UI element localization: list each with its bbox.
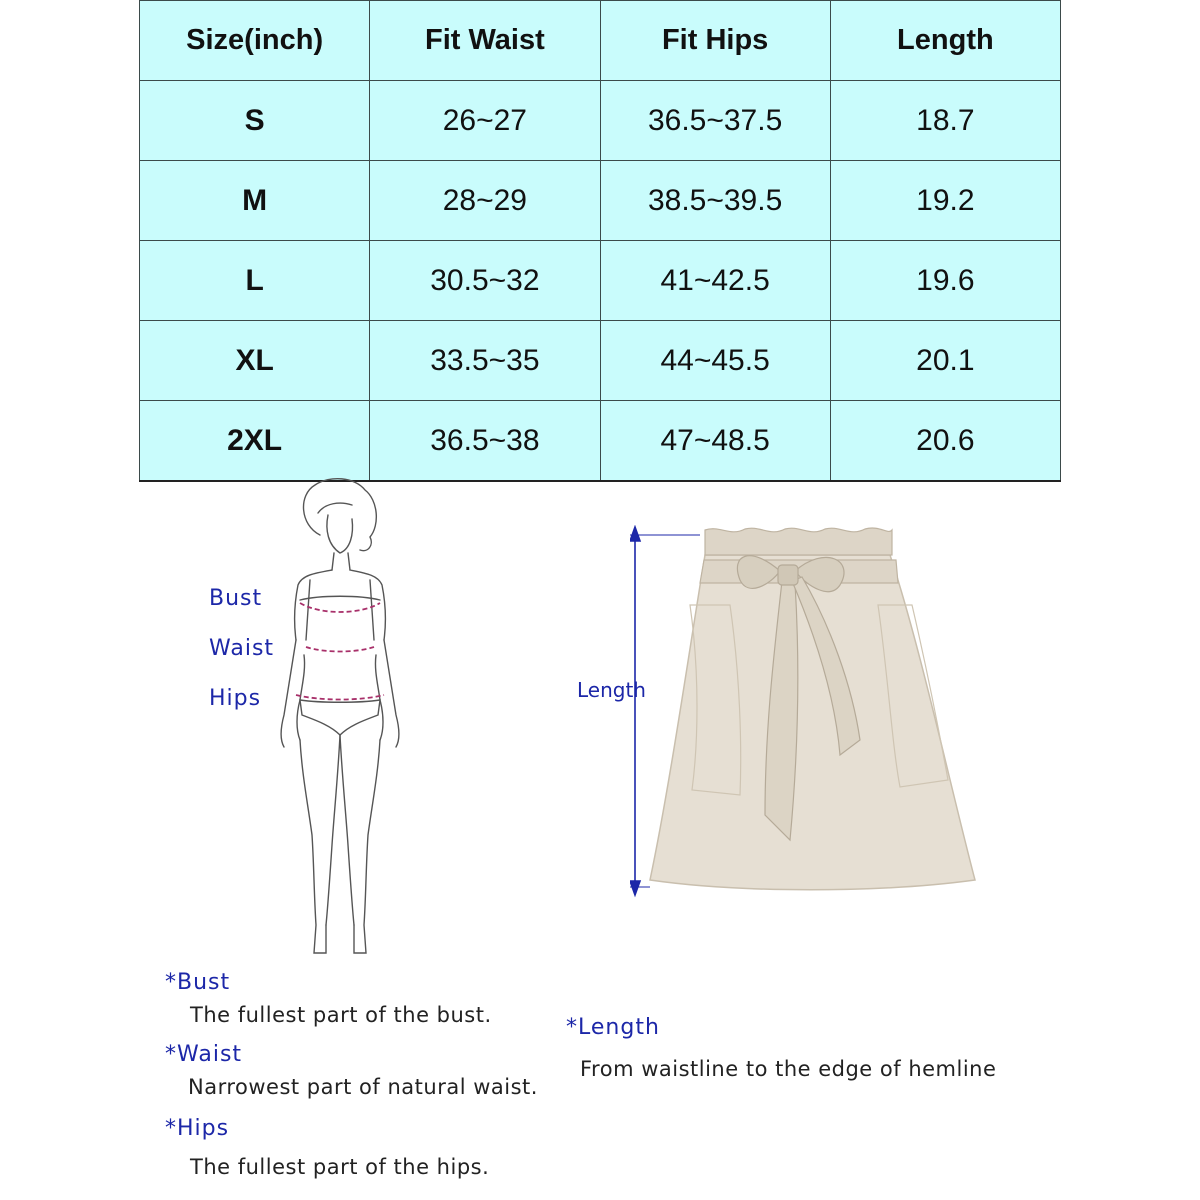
header-size: Size(inch) [140,1,370,81]
length-definition-text: From waistline to the edge of hemline [580,1057,997,1081]
waist-cell: 30.5~32 [370,241,600,321]
length-cell: 20.1 [830,321,1060,401]
size-cell: XL [140,321,370,401]
waist-definition-title: *Waist [165,1042,243,1067]
waist-label: Waist [209,636,275,661]
length-cell: 19.6 [830,241,1060,321]
hips-definition-title: *Hips [165,1116,230,1141]
size-cell: L [140,241,370,321]
table-header-row [140,1,1061,81]
header-fit-hips: Fit Hips [600,1,830,81]
waist-definition-text: Narrowest part of natural waist. [188,1075,538,1099]
waist-cell: 26~27 [370,81,600,161]
bust-label: Bust [209,586,263,611]
hips-cell: 47~48.5 [600,401,830,482]
bust-definition-title: *Bust [165,970,231,995]
bust-definition-text: The fullest part of the bust. [190,1003,492,1027]
waist-cell: 28~29 [370,161,600,241]
hips-cell: 36.5~37.5 [600,81,830,161]
table-row [140,161,1061,241]
table-row [140,81,1061,161]
table-row [140,241,1061,321]
skirt-illustration [630,525,980,905]
hips-definition-text: The fullest part of the hips. [190,1155,490,1179]
length-cell: 20.6 [830,401,1060,482]
hips-label: Hips [209,686,262,711]
length-cell: 18.7 [830,81,1060,161]
hips-cell: 38.5~39.5 [600,161,830,241]
header-fit-waist: Fit Waist [370,1,600,81]
hips-cell: 44~45.5 [600,321,830,401]
waist-cell: 33.5~35 [370,321,600,401]
length-label: Length [577,678,646,702]
size-cell: S [140,81,370,161]
size-cell: 2XL [140,401,370,482]
size-cell: M [140,161,370,241]
waist-cell: 36.5~38 [370,401,600,482]
table-row [140,321,1061,401]
length-cell: 19.2 [830,161,1060,241]
body-figure-illustration [270,475,410,965]
hips-cell: 41~42.5 [600,241,830,321]
table-row [140,401,1061,482]
length-definition-title: *Length [566,1015,660,1040]
header-length: Length [830,1,1060,81]
size-chart-table [139,0,1061,482]
